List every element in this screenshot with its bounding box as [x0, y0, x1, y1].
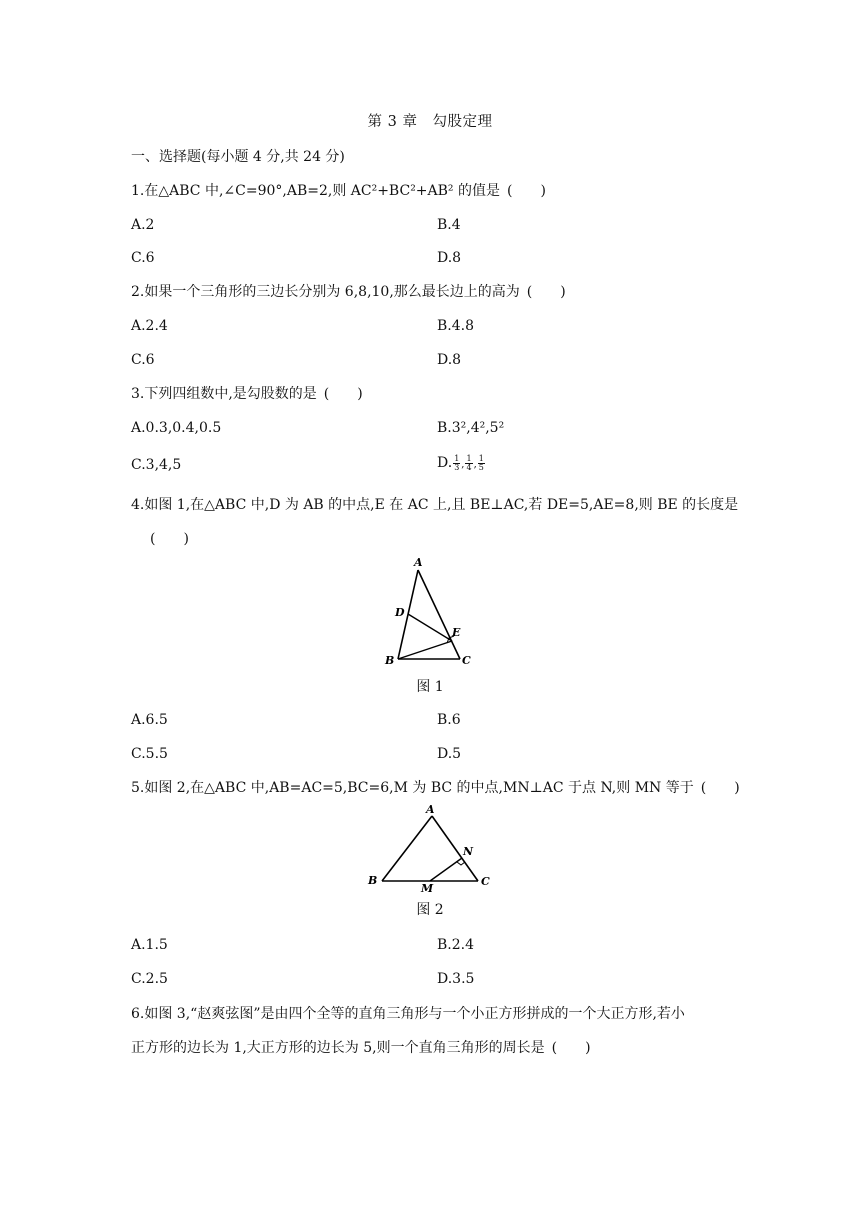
q4-option-c: C.5.5: [131, 746, 168, 762]
label-c: C: [481, 875, 490, 888]
right-angle-mark: [457, 862, 465, 865]
figure-2: [365, 800, 500, 896]
label-m: M: [421, 882, 434, 895]
figure-1: [380, 552, 480, 670]
label-b: B: [385, 654, 395, 667]
q3-option-d-prefix: D.: [437, 455, 453, 471]
label-n: N: [463, 845, 474, 858]
page-title: 第 3 章 勾股定理: [367, 114, 493, 130]
question-2: [131, 282, 568, 302]
answer-blank: ( ): [700, 780, 740, 796]
figure-2-caption: 图 2: [416, 902, 444, 918]
q3-option-b: B.3²,4²,5²: [437, 420, 505, 436]
comma-separator: ,: [461, 459, 465, 470]
q1-option-a: A.2: [131, 217, 155, 233]
answer-blank: ( ): [526, 284, 566, 300]
label-d: D: [395, 606, 405, 619]
fraction: $\frac{1}{4}$: [466, 453, 472, 472]
q4-option-a: A.6.5: [131, 712, 168, 728]
label-a: A: [414, 556, 423, 569]
label-c: C: [462, 654, 471, 667]
q5-option-c: C.2.5: [131, 971, 168, 987]
fraction: $\frac{1}{5}$: [478, 453, 484, 472]
label-b: B: [368, 874, 378, 887]
question-1-text: 1.在△ABC 中,∠C=90°,AB=2,则 AC²+BC²+AB² 的值是: [131, 183, 500, 199]
q5-option-a: A.1.5: [131, 937, 168, 953]
segment-be: [398, 641, 452, 659]
answer-blank: ( ): [150, 531, 189, 547]
q3-option-d: [437, 453, 486, 475]
q3-option-d-fractions: [452, 455, 486, 471]
q5-option-b: B.2.4: [437, 937, 475, 953]
question-6-line-2: [131, 1038, 593, 1058]
q2-option-c: C.6: [131, 352, 155, 368]
question-6-text: 正方形的边长为 1,大正方形的边长为 5,则一个直角三角形的周长是: [131, 1040, 545, 1056]
question-2-text: 2.如果一个三角形的三边长分别为 6,8,10,那么最长边上的高为: [131, 284, 520, 300]
q2-option-a: A.2.4: [131, 318, 168, 334]
question-6-line-1: 6.如图 3,“赵爽弦图”是由四个全等的直角三角形与一个小正方形拼成的一个大正方形,若小: [131, 1006, 685, 1022]
fraction: $\frac{1}{3}$: [454, 453, 460, 472]
segment-mn: [430, 858, 462, 881]
answer-blank: ( ): [506, 183, 546, 199]
segment-ab: [382, 816, 432, 881]
question-5-text: 5.如图 2,在△ABC 中,AB=AC=5,BC=6,M 为 BC 的中点,MN⊥AC 于点 N,则 MN 等于: [131, 780, 694, 796]
q1-option-d: D.8: [437, 250, 462, 266]
question-3: [131, 384, 365, 404]
question-1: [131, 181, 548, 201]
question-5: [131, 778, 742, 798]
q2-option-d: D.8: [437, 352, 462, 368]
q1-option-b: B.4: [437, 217, 461, 233]
question-3-text: 3.下列四组数中,是勾股数的是: [131, 386, 317, 402]
answer-blank: ( ): [551, 1040, 591, 1056]
q3-option-a: A.0.3,0.4,0.5: [131, 420, 222, 436]
label-e: E: [452, 626, 461, 639]
question-4: 4.如图 1,在△ABC 中,D 为 AB 的中点,E 在 AC 上,且 BE⊥AC,若 DE=5,AE=8,则 BE 的长度是: [131, 497, 739, 513]
figure-1-caption: 图 1: [416, 679, 444, 695]
q4-option-b: B.6: [437, 712, 461, 728]
q2-option-b: B.4.8: [437, 318, 475, 334]
comma-separator: ,: [473, 459, 477, 470]
q1-option-c: C.6: [131, 250, 155, 266]
q3-option-c: C.3,4,5: [131, 457, 182, 473]
label-a: A: [426, 803, 435, 816]
section-heading: 一、选择题(每小题 4 分,共 24 分): [131, 149, 345, 165]
answer-blank: ( ): [323, 386, 363, 402]
q4-option-d: D.5: [437, 746, 462, 762]
q5-option-d: D.3.5: [437, 971, 475, 987]
